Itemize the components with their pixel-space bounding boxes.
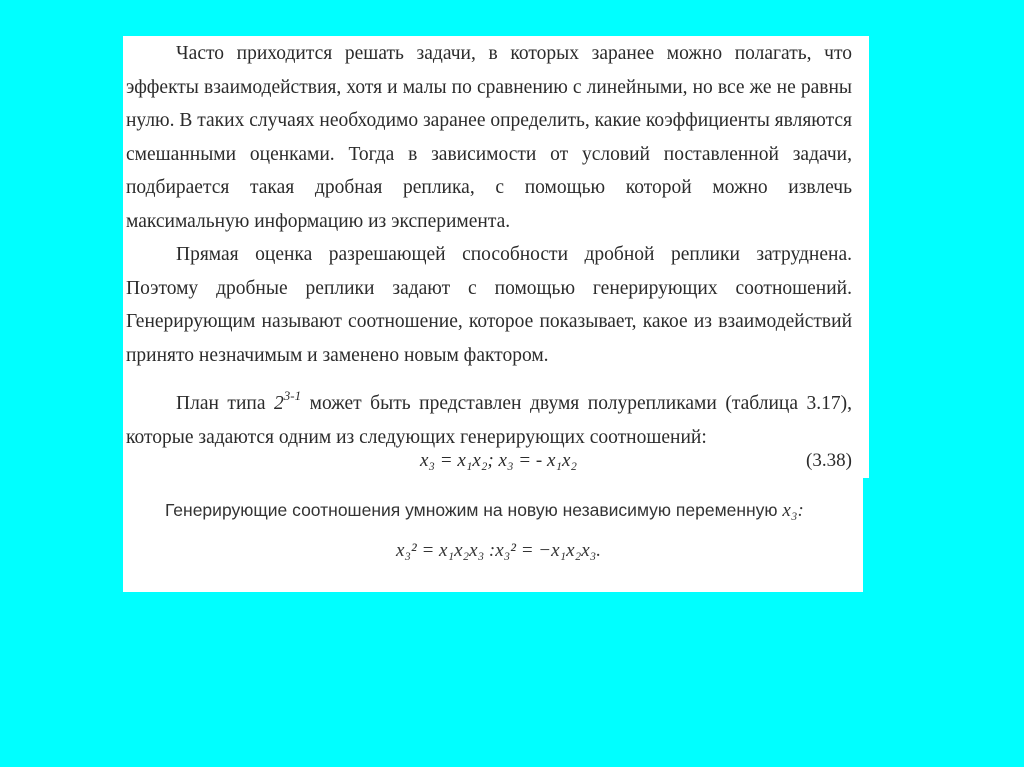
- equation-3-38: x₃ = x₁x₂; x₃ = - x₁x₂: [420, 450, 578, 471]
- equation-squared: x₃² = x₁x₂x₃ :x₃² = −x₁x₂x₃.: [396, 540, 601, 561]
- plan-base: 2: [274, 393, 284, 414]
- bottom-sentence: [165, 500, 804, 522]
- page-edge-notch: [863, 478, 869, 592]
- paragraph-3-before: План типа: [176, 393, 275, 414]
- paragraph-3-after: может быть представлен двумя полурепликами (таблица 3.17), которые задаются одним из следующих генерирующих соотношений:: [126, 393, 852, 448]
- paragraph-3: [126, 379, 852, 454]
- plan-exponent: 3-1: [283, 388, 302, 403]
- equation-number: (3.38): [806, 450, 852, 471]
- paragraph-1: Часто приходится решать задачи, в которых заранее можно полагать, что эффекты взаимодействия, хотя и малы по сравнению с линейными, но все же не равны нулю. В таких случаях необходимо заранее определить, какие коэффициенты являются смешанными оценками. Тогда в зависимости от условий поставленной задачи, подбирается такая дробная реплика, с помощью которой можно извлечь максимальную информацию из эксперимента.: [126, 43, 852, 232]
- bottom-sentence-text: Генерирующие соотношения умножим на новую независимую переменную: [165, 500, 783, 520]
- paragraph-2: Прямая оценка разрешающей способности дробной реплики затруднена. Поэтому дробные реплики задают с помощью генерирующих соотношений. Генерирующим называют соотношение, которое показывает, какое из взаимодействий принято незначимым и заменено новым фактором.: [126, 244, 852, 366]
- bottom-sentence-variable: x₃:: [782, 500, 804, 521]
